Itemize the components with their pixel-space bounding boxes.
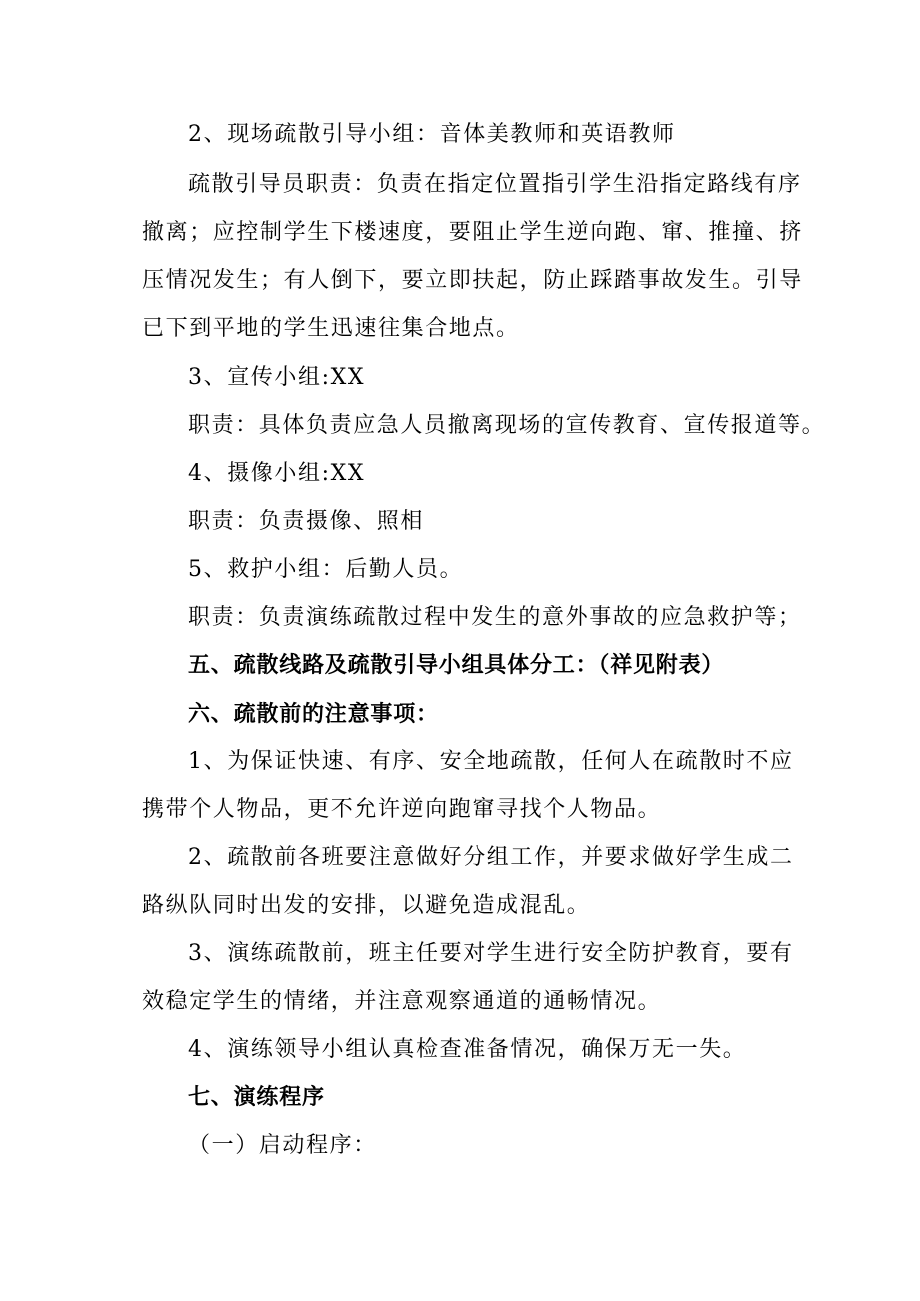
- group-2-title: 2、现场疏散引导小组：音体美教师和英语教师: [188, 122, 676, 147]
- group-3-title: 3、宣传小组:XX: [188, 365, 366, 390]
- group-5-title: 5、救护小组：后勤人员。: [188, 557, 464, 582]
- paragraph-line: 压情况发生；有人倒下，要立即扶起，防止踩踏事故发生。引导: [142, 268, 803, 293]
- paragraph-line: 疏散引导员职责：负责在指定位置指引学生沿指定路线有序: [188, 172, 802, 197]
- section-7-heading: 七、演练程序: [188, 1085, 325, 1110]
- section-6-heading: 六、疏散前的注意事项：: [188, 702, 439, 727]
- paragraph-line: 携带个人物品，更不允许逆向跑窜寻找个人物品。: [142, 797, 662, 822]
- paragraph-line: 2、疏散前各班要注意做好分组工作，并要求做好学生成二: [188, 845, 794, 870]
- paragraph-line: 职责：具体负责应急人员撤离现场的宣传教育、宣传报道等。: [188, 413, 826, 438]
- paragraph-line: 效稳定学生的情绪，并注意观察通道的通畅情况。: [142, 989, 662, 1014]
- paragraph-line: 4、演练领导小组认真检查准备情况，确保万无一失。: [188, 1037, 747, 1062]
- paragraph-line: 1、为保证快速、有序、安全地疏散，任何人在疏散时不应: [188, 749, 794, 774]
- paragraph-line: 路纵队同时出发的安排，以避免造成混乱。: [142, 893, 591, 918]
- paragraph-line: 已下到平地的学生迅速往集合地点。: [142, 316, 520, 341]
- paragraph-line: 撤离；应控制学生下楼速度，要阻止学生逆向跑、窜、推撞、挤: [142, 220, 803, 245]
- section-5-heading: 五、疏散线路及疏散引导小组具体分工：（祥见附表）: [188, 653, 725, 678]
- paragraph-line: 职责：负责摄像、照相: [188, 509, 425, 534]
- subsection-title: （一）启动程序：: [188, 1133, 377, 1158]
- group-4-title: 4、摄像小组:XX: [188, 461, 366, 486]
- paragraph-line: 职责：负责演练疏散过程中发生的意外事故的应急救护等；: [188, 605, 802, 630]
- paragraph-line: 3、演练疏散前，班主任要对学生进行安全防护教育，要有: [188, 941, 794, 966]
